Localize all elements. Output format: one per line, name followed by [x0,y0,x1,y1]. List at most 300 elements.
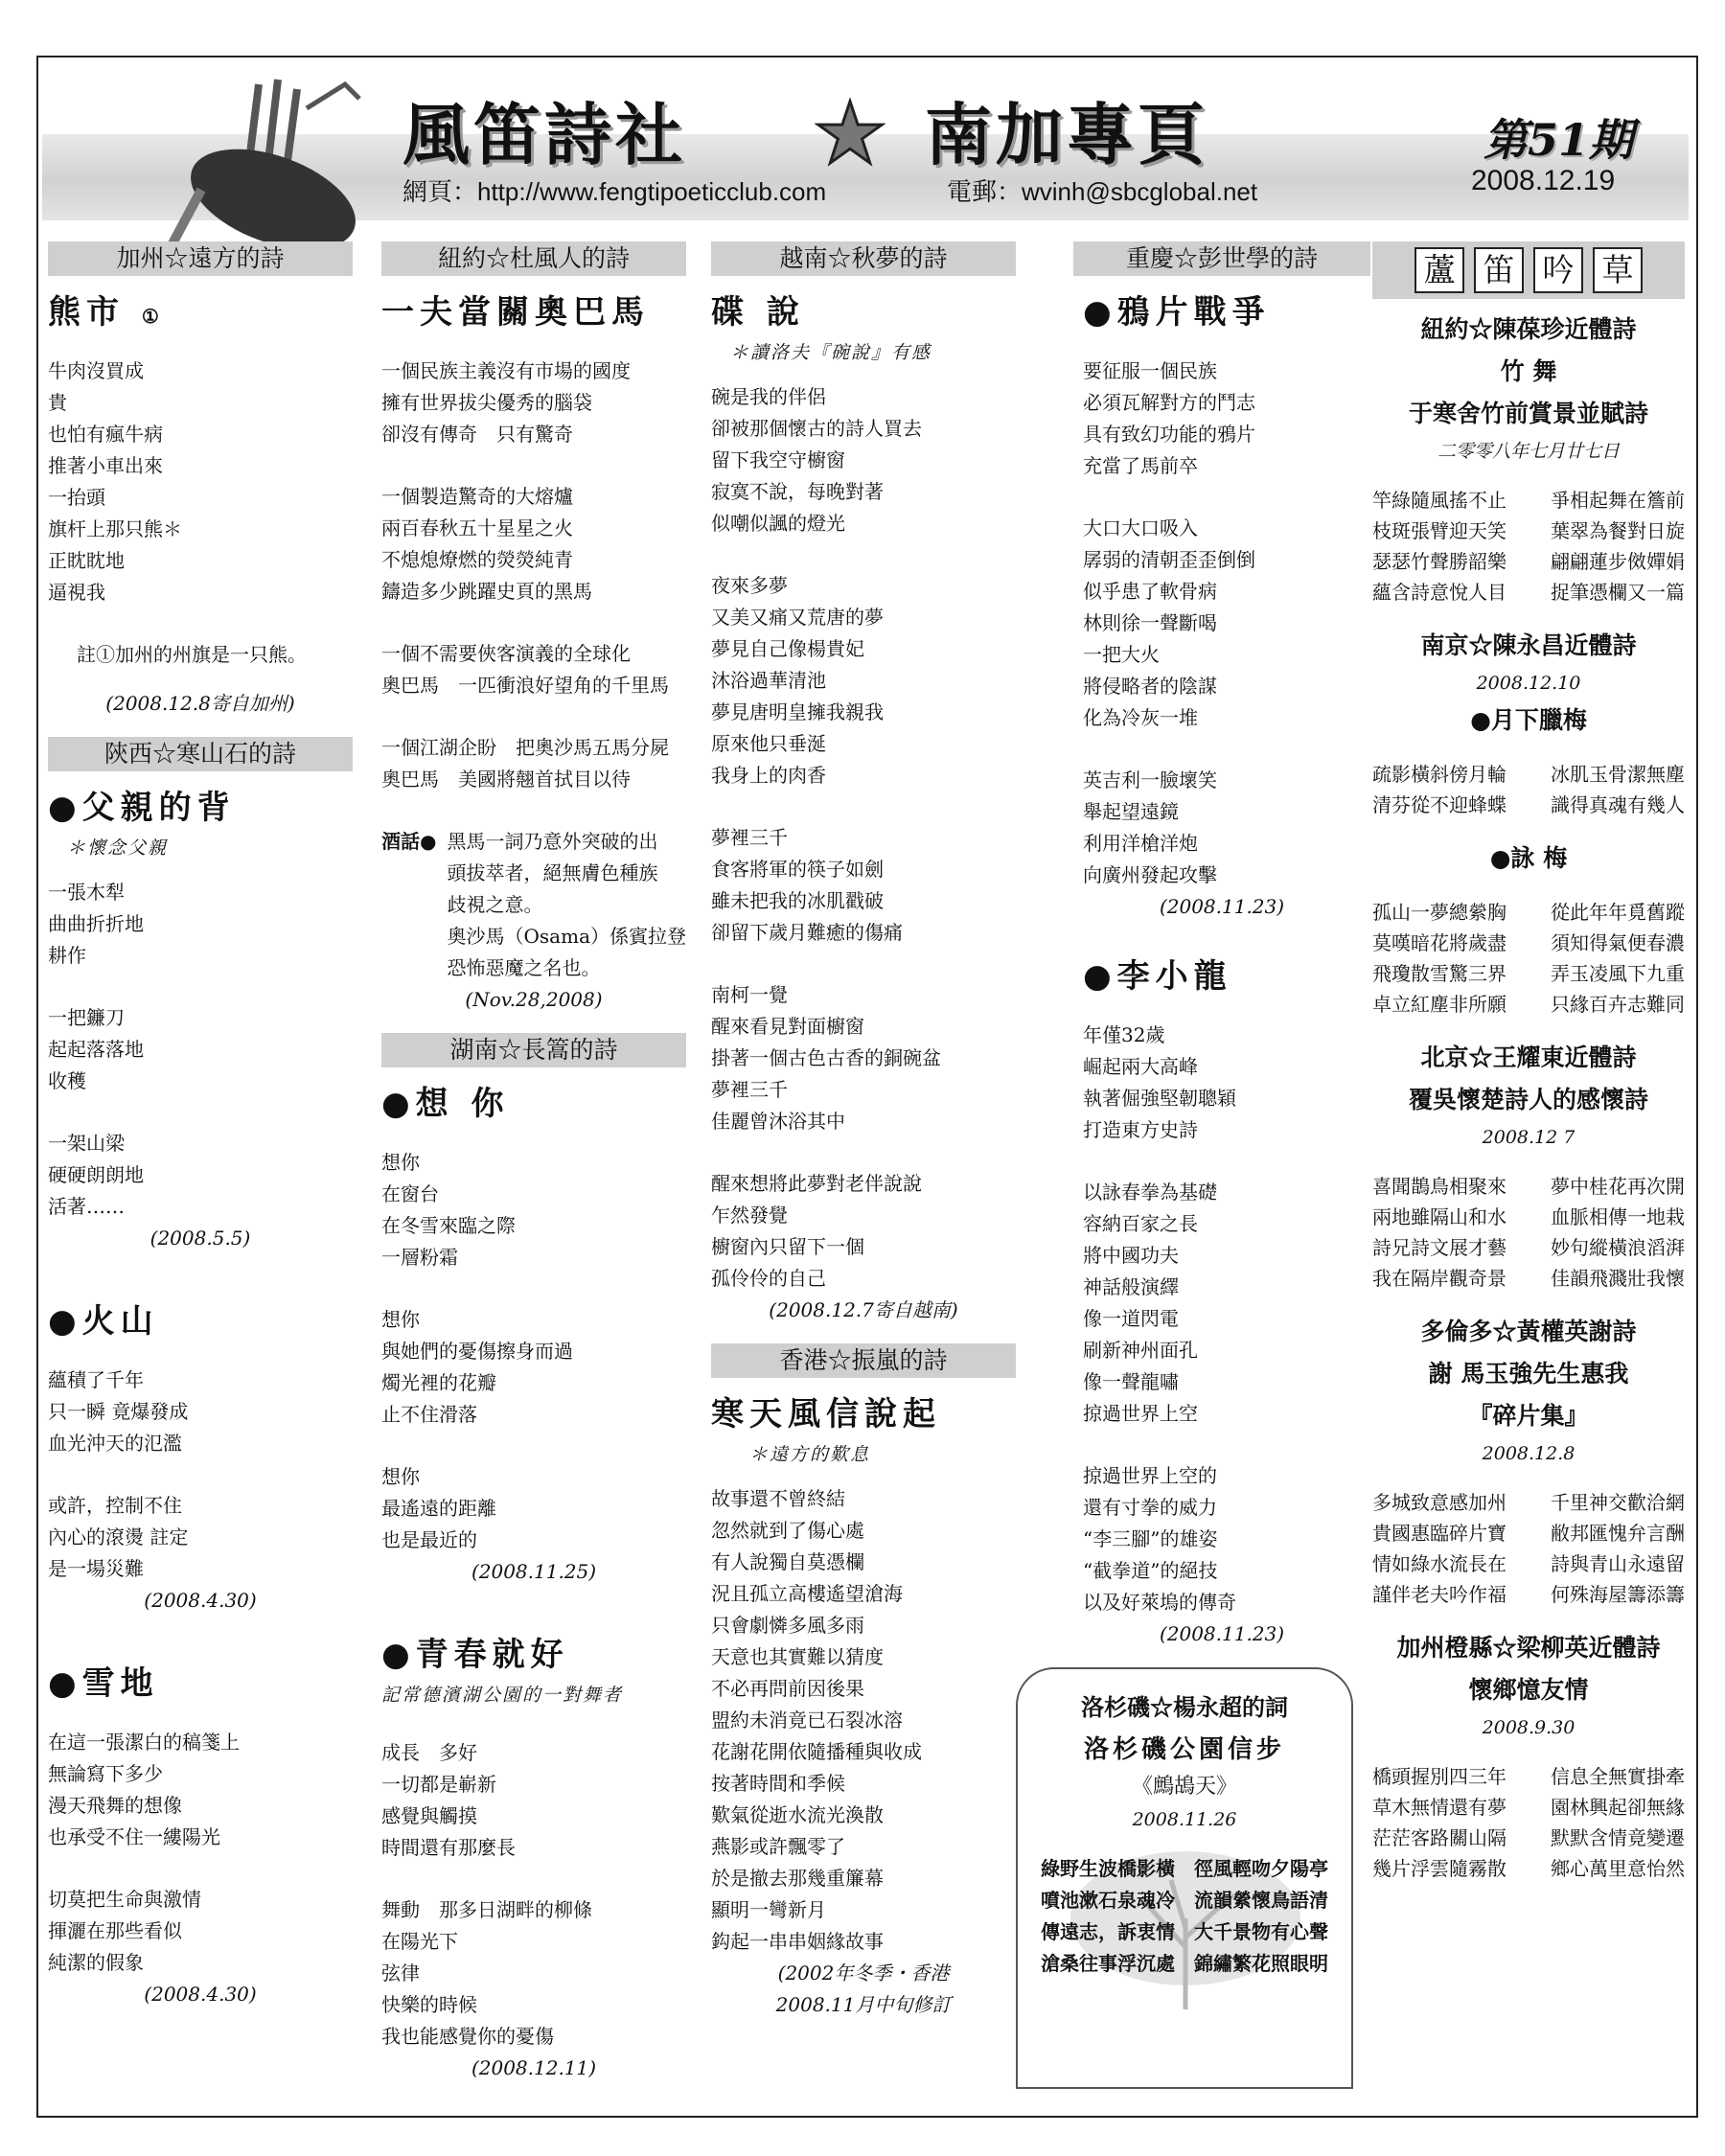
poem-title: ●父親的背 [48,789,236,827]
poem-title: ●想 你 [381,1085,510,1123]
stanza [48,1727,353,1853]
section-header-boxed [1372,241,1685,299]
verse-line: 何殊海屋籌添籌 [1551,1583,1685,1606]
stanza [48,1002,353,1097]
verse-line: 孤山一夢總縈胸 [1372,901,1506,924]
verse-line: 卓立紅塵非所願 [1372,993,1506,1016]
poem-line: 利用洋槍洋炮 [1083,832,1198,855]
poem-line: 一抬頭 [48,486,105,509]
poem-line: 夢裡三千 [711,1078,788,1101]
poem-title: ●李小龍 [1083,957,1232,996]
couplet-row [1372,958,1685,989]
verse-line: 貴國惠臨碎片寶 [1372,1522,1506,1545]
stanza [381,732,686,795]
couplets [1372,1171,1685,1294]
poem-date: (2008.12.11) [471,2056,597,2079]
poem-date: (2002年冬季・香港 [777,1961,950,1984]
verse-line: 夢中桂花再次開 [1551,1175,1685,1198]
poem-line: 似嘲似諷的燈光 [711,512,845,535]
couplet-row [1372,1232,1685,1263]
poem-line: 孤伶伶的自己 [711,1267,826,1290]
section-header: 紐約☆杜風人的詩 [381,241,686,276]
poem-line: 將中國功夫 [1083,1244,1179,1267]
poem-title: ●青春就好 [381,1636,569,1674]
poem-line: 一把鐮刀 [48,1006,125,1029]
poem-line: 舞動 那多日湖畔的柳條 [381,1898,592,1921]
column-3 [711,241,1016,2021]
couplet-row [1372,1792,1685,1823]
verse-line: 蘊含詩意悅人目 [1372,581,1506,604]
verse-line: 從此年年覓舊蹤 [1551,901,1685,924]
poem-line: 有人說獨自莫憑欄 [711,1550,864,1573]
poem-line: 最遙遠的距離 [381,1497,496,1520]
poem-line: 夢見自己像楊貴妃 [711,637,864,660]
poem-date: (2008.12.8寄自加州) [105,692,295,715]
poem-line: 一架山梁 [48,1132,125,1155]
poem-line: 奧沙馬（Osama）係賓拉登 [447,925,686,948]
poem-date: 2008.12.8 [1482,1443,1576,1464]
poem-title: 竹 舞 [1500,357,1557,385]
poem-date: (2008.5.5) [150,1227,251,1250]
section-header: 香港☆振嵐的詩 [711,1343,1016,1378]
poem-line: 具有致幻功能的鴉片 [1083,423,1255,446]
poem-line: 與她們的憂傷擦身而過 [381,1340,573,1363]
poem-line: 年僅32歲 [1083,1023,1165,1046]
verse-line: 識得真魂有幾人 [1551,793,1685,816]
verse-line: 葉翠為餐對日旋 [1551,519,1685,542]
poem-line: 血光沖天的氾濫 [48,1432,182,1455]
poem-date: 二零零八年七月廿七日 [1437,441,1620,462]
poem-line: 舉起望遠鏡 [1083,800,1179,823]
poem-line: 掠過世界上空的 [1083,1464,1217,1487]
title-box-char: 笛 [1474,247,1524,293]
stanza [1083,765,1361,891]
site-title: 風笛詩社 [402,95,686,174]
verse-line: 莫嘆暗花將歲盡 [1372,931,1506,954]
couplets [1372,1761,1685,1884]
poem-line: 況且孤立高樓遙望滄海 [711,1582,903,1605]
poem-line: 充當了馬前卒 [1083,454,1198,477]
poem-line: 綠野生波橋影橫 徑風輕吻夕陽亭 [1041,1857,1328,1880]
section-header: 重慶☆彭世學的詩 [1073,241,1370,276]
stanza [381,1737,686,1864]
group-heading: 紐約☆陳葆珍近體詩 [1420,315,1637,343]
poem-title: ●雪地 [48,1664,159,1703]
couplets [1372,897,1685,1020]
poem-line: 內心的滾燙 註定 [48,1525,189,1548]
verse-line: 敝邦匯愧弁言酬 [1551,1522,1685,1545]
poem-title: 碟 說 [711,293,805,332]
poem-subtitle: ＊遠方的歎息 [749,1444,871,1465]
poem-line: 切莫把生命與激情 [48,1888,201,1911]
poem-line: 卻沒有傳奇 只有驚奇 [381,423,573,446]
poem-title: 寒天風信說起 [711,1395,941,1434]
note-label: 酒話● [381,830,437,853]
couplet-row [1372,1853,1685,1884]
verse-line: 喜聞鵲鳥相聚來 [1372,1175,1506,1198]
title-box-char: 蘆 [1414,247,1464,293]
verse-line: 弄玉凌風下九重 [1551,962,1685,985]
poem-line: 故事還不曾終結 [711,1487,845,1510]
poem-line: 顯明一彎新月 [711,1898,826,1921]
poem-line: 一個不需要俠客演義的全球化 [381,642,631,665]
column-5 [1372,241,1685,1884]
stanza [711,570,1016,791]
poem-line: 燕影或許飄零了 [711,1835,845,1858]
poem-line: 或許，控制不住 [48,1494,182,1517]
poem-line: 在陽光下 [381,1930,458,1953]
group-heading: 北京☆王耀東近體詩 [1420,1044,1637,1071]
poem-line: 將侵略者的陰謀 [1083,675,1217,698]
poem-line: 像一聲龍嘯 [1083,1370,1179,1393]
stanza [711,822,1016,949]
stanza [711,381,1016,539]
poem-line: 必須瓦解對方的鬥志 [1083,391,1255,414]
poem-line: 活著…… [48,1195,125,1218]
poem-title: 熊市 ① [48,293,165,332]
poem-line: 佳麗曾沐浴其中 [711,1110,845,1133]
stanza [381,638,686,701]
verse-line: 爭相起舞在簷前 [1551,489,1685,512]
poem-title: 覆吳懷楚詩人的感懷詩 [1408,1086,1648,1113]
poem-line: 一個江湖企盼 把奧沙馬五馬分屍 [381,736,669,759]
poem-line: 英吉利一臉壞笑 [1083,768,1217,791]
poem-line: 化為冷灰一堆 [1083,706,1198,729]
poem-date: (2008.12.7寄自越南) [769,1298,958,1321]
stanza [1083,513,1361,734]
poem-line: 原來他只垂涎 [711,732,826,755]
stanza [1083,1020,1361,1146]
poem-line: 在這一張潔白的稿箋上 [48,1731,240,1754]
issue-number: 第51期 [1484,114,1634,166]
poem-line: 奧巴馬 一匹衝浪好望角的千里馬 [381,674,669,697]
poem-line: 快樂的時候 [381,1993,477,2016]
stanza [381,1461,686,1556]
poem-line: 夜來多夢 [711,574,788,597]
couplets [1372,759,1685,820]
group-heading: 加州橙縣☆梁柳英近體詩 [1396,1634,1661,1662]
poem-line: 歎氣從逝水流光渙散 [711,1803,884,1826]
stanza [48,1490,353,1585]
inset-poem [1018,1853,1351,1980]
poem-line: 想你 [381,1151,420,1174]
couplet-row [1372,1487,1685,1518]
poem-line: 擁有世界拔尖優秀的腦袋 [381,391,592,414]
verse-line: 幾片浮雲隨霧散 [1372,1857,1506,1880]
poem-line: 漫天飛舞的想像 [48,1794,182,1817]
poem-line: 一把大火 [1083,643,1160,666]
verse-line: 疏影橫斜傍月輪 [1372,763,1506,786]
poem-line: 碗是我的伴侶 [711,385,826,408]
poem-line: 弦律 [381,1961,420,1984]
verse-line: 清芬從不迎蜂蝶 [1372,793,1506,816]
poem-line: 鑄造多少跳躍史頁的黑馬 [381,580,592,603]
verse-line: 鄉心萬里意怡然 [1551,1857,1685,1880]
stanza [711,1483,1016,1958]
verse-line: 竿綠隨風搖不止 [1372,489,1506,512]
poem-title: ●月下臘梅 [1470,706,1587,734]
couplet-row [1372,1823,1685,1853]
poem-line: 盟約未消竟已石裂冰溶 [711,1709,903,1732]
poem-line: 想你 [381,1465,420,1488]
poem-date: (Nov.28,2008) [465,988,603,1011]
couplet-row [1372,1263,1685,1294]
verse-line: 兩地雖隔山和水 [1372,1205,1506,1228]
poem-line: 一切都是嶄新 [381,1773,496,1796]
section-title-boxes [1372,247,1685,293]
poem-line: 南柯一覺 [711,983,788,1006]
poem-line: 孱弱的清朝歪歪倒倒 [1083,548,1255,571]
poem-subtitle: ＊讀洛夫『碗說』有感 [730,342,932,363]
poem-subtitle: 記常德濱湖公園的一對舞者 [381,1685,624,1706]
stanza [381,1894,686,2053]
poem-title: 一夫當關奧巴馬 [381,293,650,332]
inset-ci-box [1016,1667,1353,2089]
poem-line: “截拳道”的絕技 [1083,1559,1218,1582]
verse-line: 須知得氣便春濃 [1551,931,1685,954]
poem-line: 收穫 [48,1069,86,1092]
poem-line: 想你 [381,1308,420,1331]
stanza [381,1147,686,1273]
poem-line: 像一道閃電 [1083,1307,1179,1330]
verse-line: 信息全無實掛牽 [1551,1765,1685,1788]
verse-line: 瑟瑟竹聲勝韶樂 [1372,550,1506,573]
section-header: 越南☆秋夢的詩 [711,241,1016,276]
poem-subtitle: 于寒舍竹前賞景並賦詩 [1408,400,1648,427]
poem-line: 林則徐一聲斷喝 [1083,611,1217,634]
poem-line: 也是最近的 [381,1528,477,1551]
poem-line: 夢裡三千 [711,826,788,849]
verse-line: 情如綠水流長在 [1372,1552,1506,1575]
verse-line: 草木無情還有夢 [1372,1796,1506,1819]
poem-line: 雖未把我的冰肌戳破 [711,889,884,912]
poem-line: 向廣州發起攻擊 [1083,863,1217,886]
poem-line: 在冬雪來臨之際 [381,1214,516,1237]
poem-subtitle: ＊懷念父親 [67,837,169,859]
section-header: 陝西☆寒山石的詩 [48,737,353,771]
stanza [1083,1460,1361,1618]
poem-title: ●火山 [48,1302,159,1341]
poem-date: (2008.11.25) [471,1560,597,1583]
poem-line: 乍然發覺 [711,1204,788,1227]
poem-line: 刷新神州面孔 [1083,1339,1198,1362]
poem-line: 於是撤去那幾重簾幕 [711,1867,884,1890]
poem-line: 崛起兩大高峰 [1083,1055,1198,1078]
verse-line: 橋頭握別四三年 [1372,1765,1506,1788]
poem-line: 也怕有瘋牛病 [48,423,163,446]
stanza [711,979,1016,1137]
column-2 [381,241,686,2084]
poem-line: 蘊積了千年 [48,1368,144,1391]
footnote: 註①加州的州旗是一只熊。 [77,643,307,666]
poem-line: 頭拔萃者，絕無膚色種族 [447,861,658,884]
poem-line: 我身上的肉香 [711,764,826,787]
poem-line: 掠過世界上空 [1083,1402,1198,1425]
poem-line: 要征服一個民族 [1083,359,1217,382]
verse-line: 詩兄詩文展才藝 [1372,1236,1506,1259]
poem-line: 似乎患了軟骨病 [1083,580,1217,603]
verse-line: 飛瓊散雪驚三界 [1372,962,1506,985]
title-box-char: 吟 [1533,247,1583,293]
group-heading: 南京☆陳永昌近體詩 [1420,631,1637,659]
poem-line: 一層粉霜 [381,1246,458,1269]
couplet-row [1372,485,1685,516]
verse-line: 謹伴老夫吟作福 [1372,1583,1506,1606]
poem-date: (2008.11.23) [1159,1622,1285,1645]
poem-line: 止不住滑落 [381,1403,477,1426]
poem-line: 燭光裡的花瓣 [381,1371,496,1394]
poem-line: 神話般演繹 [1083,1275,1179,1298]
page-title: 南加專頁 [925,95,1208,174]
poem-line: 我也能感覺你的憂傷 [381,2025,554,2048]
poem-line: 天意也其實難以猜度 [711,1645,884,1668]
couplet-row [1372,1518,1685,1548]
stanza [48,1884,353,1979]
couplet-row [1372,546,1685,577]
poem-line: 純潔的假象 [48,1951,144,1974]
poem-line: 一張木犁 [48,881,125,904]
poem-line: 大口大口吸入 [1083,516,1198,539]
poem-line: 不必再問前因後果 [711,1677,864,1700]
poem-subtitle: 『碎片集』 [1468,1402,1589,1430]
poem-line: 執著倔強堅韌聰穎 [1083,1087,1236,1110]
poem-line: 正眈眈地 [48,549,125,572]
poem-line: 不熄熄燎燃的熒熒純青 [381,548,573,571]
poem-line: 容納百家之長 [1083,1212,1198,1235]
verse-line: 血脈相傳一地栽 [1551,1205,1685,1228]
issue-date: 2008.12.19 [1471,165,1616,196]
poem-line: 食客將軍的筷子如劍 [711,858,884,881]
poem-line: 只一瞬 竟爆發成 [48,1400,189,1423]
verse-line: 翩翩蓮步傚嬋娟 [1551,550,1685,573]
bagpipe-icon [144,75,364,266]
couplets [1372,485,1685,608]
poem-line: 掛著一個古色古香的銅碗盆 [711,1046,941,1069]
poem-title: 謝 馬玉強先生惠我 [1428,1360,1629,1388]
verse-line: 冰肌玉骨潔無塵 [1551,763,1685,786]
poem-line: 還有寸拳的威力 [1083,1496,1217,1519]
poem-date: 2008.9.30 [1482,1717,1576,1738]
poem-date: 2008.12.10 [1476,673,1581,694]
verse-line: 妙句縱橫浪滔湃 [1551,1236,1685,1259]
verse-line: 默默含情竟變遷 [1551,1826,1685,1849]
poem-line: 恐怖惡魔之名也。 [447,956,601,979]
group-heading: 多倫多☆黃權英謝詩 [1420,1318,1637,1345]
poem-date: (2008.4.30) [144,1589,257,1612]
verse-line: 茫茫客路關山隔 [1372,1826,1506,1849]
stanza [48,1128,353,1223]
poem-line: 奧巴馬 美國將翹首拭目以待 [381,768,631,791]
poem-line: 兩百春秋五十星星之火 [381,516,573,539]
couplet-row [1372,577,1685,608]
poem-line: 花謝花開依隨播種與收成 [711,1740,922,1763]
title-box-char: 草 [1593,247,1643,293]
poem-line: 沐浴過華清池 [711,669,826,692]
poem-line: 揮灑在那些看似 [48,1919,182,1942]
inset-title: 洛杉磯公園信步 [1083,1735,1285,1764]
poem-line: 時間還有那麼長 [381,1836,516,1859]
poem-body [48,356,353,608]
inset-tune: 《鷓鴣天》 [1131,1775,1237,1799]
verse-line: 詩與青山永遠留 [1551,1552,1685,1575]
poem-line: 櫥窗內只留下一個 [711,1235,864,1258]
couplet-row [1372,1548,1685,1579]
section-header: 加州☆遠方的詩 [48,241,353,276]
poem-line: 又美又痛又荒唐的夢 [711,606,884,629]
inset-date: 2008.11.26 [1132,1809,1237,1830]
poem-line: 歧視之意。 [447,893,543,916]
poem-line: 硬硬朗朗地 [48,1163,144,1186]
poem-line: 黑馬一詞乃意外突破的出 [447,830,658,853]
poem-line: 也承受不住一縷陽光 [48,1825,220,1848]
stanza [1083,1177,1361,1430]
poem-line: 感覺與觸摸 [381,1804,477,1827]
email-text: 電郵：wvinh@sbcglobal.net [947,177,1258,206]
poem-date: 2008.12 7 [1482,1127,1576,1148]
verse-line: 只緣百卉志難同 [1551,993,1685,1016]
poem-line: 起起落落地 [48,1038,144,1061]
verse-line: 枝斑張臂迎天笑 [1372,519,1506,542]
poem-line: 寂寞不說，每晚對著 [711,480,884,503]
column-4 [1083,241,1361,1650]
poem-date: (2008.4.30) [144,1983,257,2006]
stanza [711,1168,1016,1295]
section-header: 湖南☆長篙的詩 [381,1033,686,1067]
note-body [448,826,686,984]
poem-line: 噴池漱石泉魂冷 流韻縈懷鳥語清 [1041,1889,1328,1912]
poem-line: 一個民族主義沒有市場的國度 [381,359,631,382]
poem-line: 一個製造驚奇的大熔爐 [381,485,573,508]
poem-line: 牛肉沒買成 [48,359,144,382]
poem-line: 卻留下歲月難癒的傷痛 [711,921,903,944]
poem-line: 推著小車出來 [48,454,163,477]
poem-line: 旗杆上那只熊＊ [48,517,182,540]
couplet-row [1372,759,1685,790]
verse-line: 我在隔岸觀奇景 [1372,1267,1506,1290]
poem-line: 成長 多好 [381,1741,477,1764]
inset-heading: 洛杉磯☆楊永超的詞 [1081,1693,1288,1721]
couplet-row [1372,928,1685,958]
poem-line: 鈎起一串串姻緣故事 [711,1930,884,1953]
poem-title: ●鴉片戰爭 [1083,293,1271,332]
stanza [381,356,686,450]
couplet-row [1372,790,1685,820]
poem-line: 無論寫下多少 [48,1762,163,1785]
stanza [381,481,686,608]
poem-line: 只會劇憐多風多雨 [711,1614,864,1637]
poem-line: 按著時間和季候 [711,1772,845,1795]
poem-title: ●詠 梅 [1489,844,1568,872]
couplet-row [1372,516,1685,546]
poem-line: 以及好萊塢的傳奇 [1083,1591,1236,1614]
poem-line: 醒來看見對面櫥窗 [711,1015,864,1038]
poem-line: 傳遠志，訴衷情 大千景物有心聲 [1041,1920,1328,1943]
poem-line: 夢見唐明皇擁我親我 [711,700,884,723]
poem-line: 耕作 [48,944,86,967]
poem-line: 在窗台 [381,1182,439,1205]
poem-line: “李三腳”的雄姿 [1083,1527,1218,1550]
poem-line: 是一場災難 [48,1557,144,1580]
verse-line: 千里神交歡洽網 [1551,1491,1685,1514]
website-text: 網頁：http://www.fengtipoeticclub.com [402,177,827,206]
poem-line: 留下我空守櫥窗 [711,448,845,471]
couplets [1372,1487,1685,1610]
poem-line: 滄桑往事浮沉處 錦繡繁花照眼明 [1041,1952,1328,1975]
couplet-row [1372,989,1685,1020]
couplet-row [1372,1171,1685,1202]
poem-line: 忽然就到了傷心處 [711,1519,864,1542]
poem-line: 貴 [48,391,67,414]
